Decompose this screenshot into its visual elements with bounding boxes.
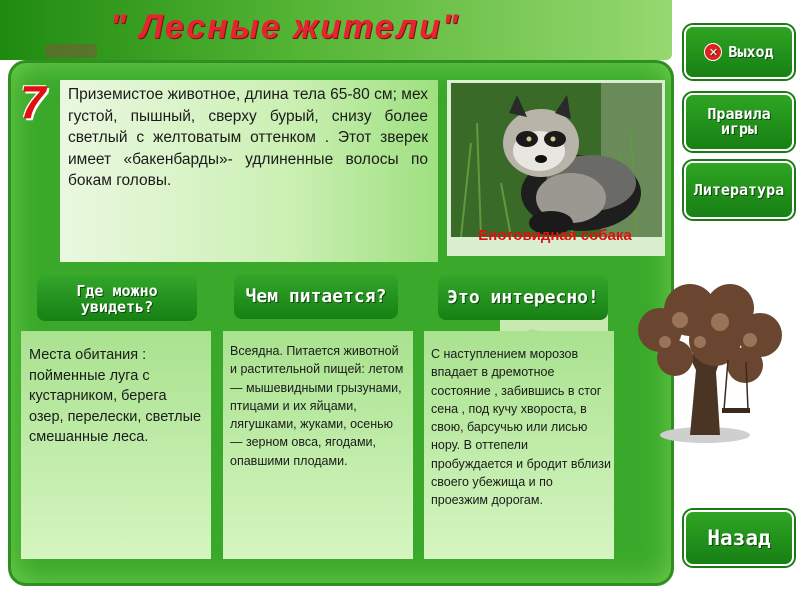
tree-swing-illustration xyxy=(620,280,790,450)
back-button[interactable] xyxy=(684,510,794,566)
exit-label: Выход xyxy=(728,43,774,61)
back-label: Назад xyxy=(707,526,771,550)
card-number: 7 xyxy=(20,76,46,128)
what-it-eats-button[interactable]: Чем питается? xyxy=(234,274,398,319)
page-title: " Лесные жители" xyxy=(110,8,461,46)
food-text: Всеядна. Питается животной и растительной пищей: летом — мышевидными грызунами, птицами и их яйцами, лягушками, жуками, осенью — зерном овса, ягодами, опавшими плодами. xyxy=(230,344,404,468)
tree-icon xyxy=(620,280,790,450)
habitat-text: Места обитания : пойменные луга с кустарником, берега озер, перелески, светлые смешанные леса. xyxy=(29,347,202,445)
rules-label: Правила игры xyxy=(707,105,771,138)
literature-label: Литература xyxy=(693,181,785,199)
interesting-text: С наступлением морозов впадает в дремотное состояние , забившись в стог сена , под кучу хвороста, в свою, барсучью или лисью нору. В оттепели пробуждается и бродит вблизи своего убежища и по проезжим дорогам. xyxy=(431,347,611,508)
close-icon: ✕ xyxy=(704,43,722,61)
interesting-facts-button[interactable]: Это интересно! xyxy=(438,275,608,320)
raccoon-dog-image xyxy=(451,83,662,237)
exit-button[interactable] xyxy=(684,25,794,79)
rules-button[interactable] xyxy=(684,93,794,151)
description-text: Приземистое животное, длина тела 65-80 см; мех густой, пышный, сверху бурый, снизу более светлый с желтоватым оттенком . Этот зверек имеет «бакенбарды»- удлиненные волосы по бокам головы. xyxy=(68,86,428,190)
answer-caption: Енотовидная собака xyxy=(478,227,632,244)
where-to-see-button[interactable]: Где можно увидеть? xyxy=(37,276,197,321)
literature-button[interactable] xyxy=(684,161,794,219)
raccoon-dog-photo xyxy=(451,83,662,237)
hedge-decoration xyxy=(45,44,97,58)
